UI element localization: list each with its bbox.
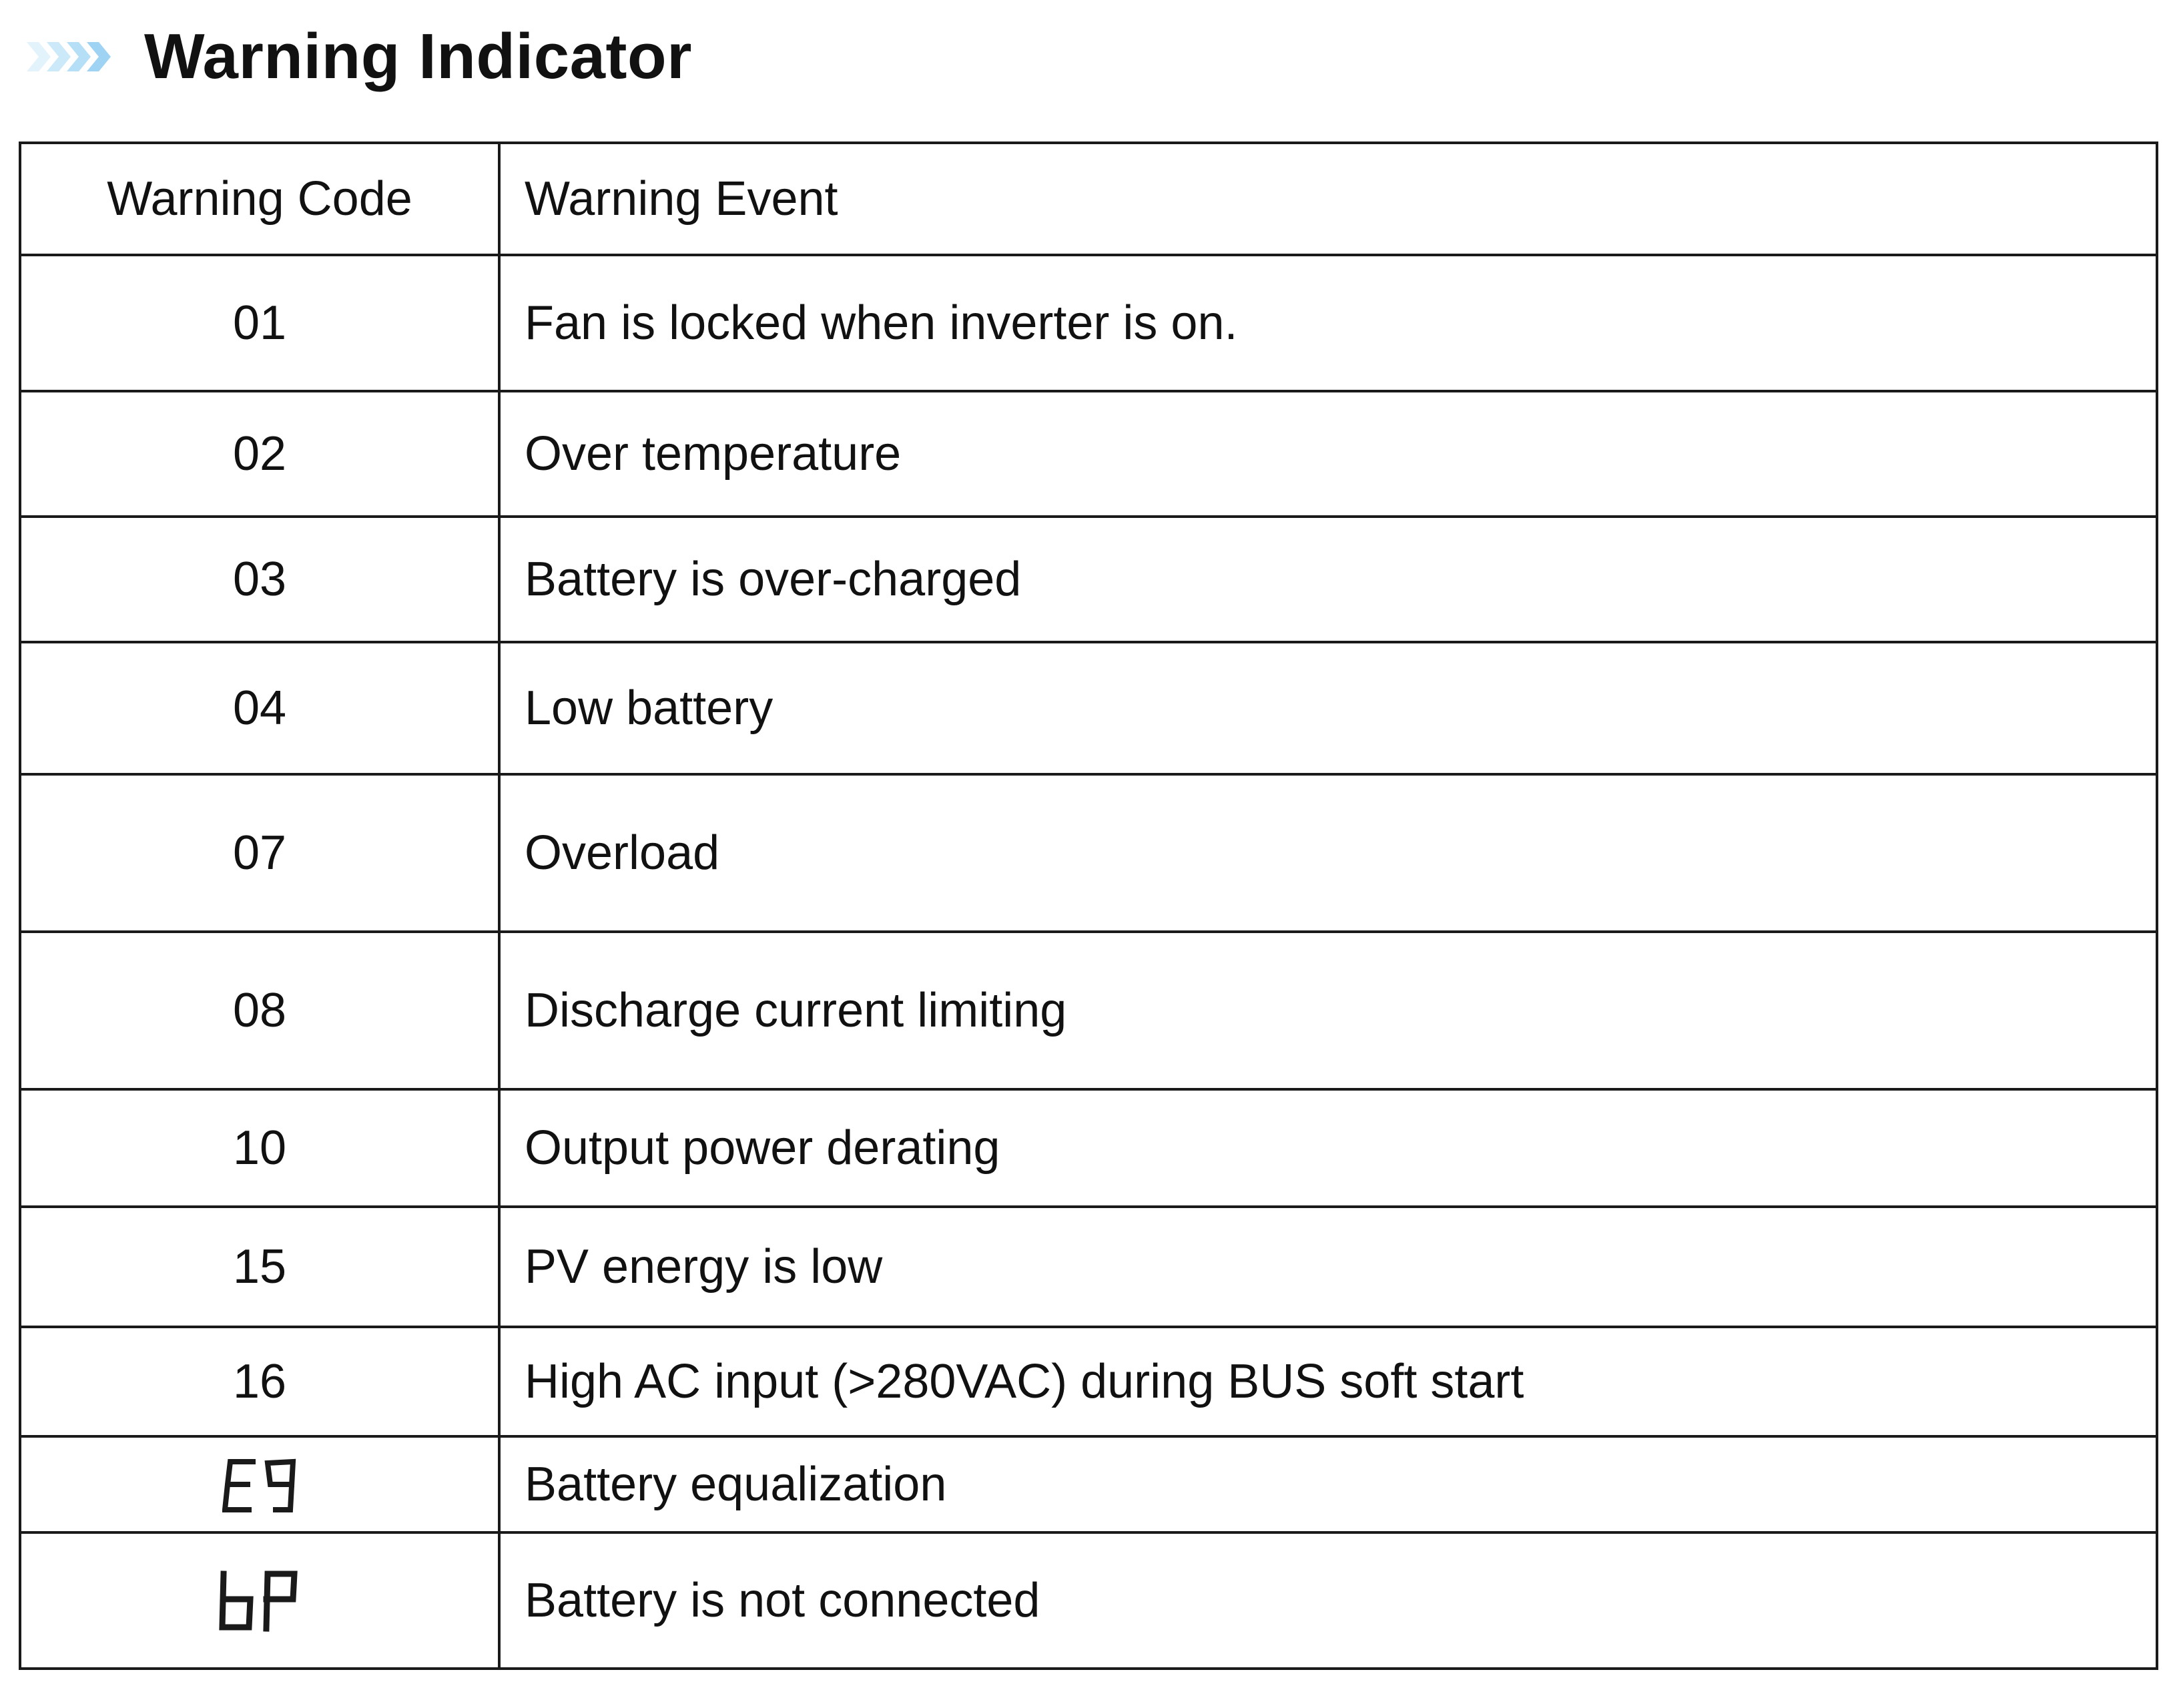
warning-event: Over temperature [499, 391, 2157, 517]
warning-event: Output power derating [499, 1089, 2157, 1207]
table-row [20, 642, 2157, 774]
table-row [20, 1436, 2157, 1532]
warning-code: 01 [20, 255, 499, 391]
lcd-bp-icon [218, 1569, 301, 1633]
column-header-event: Warning Event [499, 143, 2157, 255]
warning-event: Overload [499, 774, 2157, 932]
warning-code: 04 [20, 642, 499, 774]
warning-table [19, 141, 2158, 1670]
warning-code-lcd [20, 1436, 499, 1532]
warning-event: Battery is over-charged [499, 517, 2157, 642]
warning-event: Battery is not connected [499, 1532, 2157, 1669]
warning-event: High AC input (>280VAC) during BUS soft start [499, 1327, 2157, 1436]
table-row [20, 517, 2157, 642]
table-row [20, 1207, 2157, 1327]
warning-event: Battery equalization [499, 1436, 2157, 1532]
table-row [20, 391, 2157, 517]
warning-event: Discharge current limiting [499, 932, 2157, 1089]
table-row [20, 932, 2157, 1089]
warning-code-lcd [20, 1532, 499, 1669]
table-row [20, 774, 2157, 932]
warning-code: 02 [20, 391, 499, 517]
warning-code: 16 [20, 1327, 499, 1436]
warning-code: 15 [20, 1207, 499, 1327]
warning-code: 07 [20, 774, 499, 932]
table-row [20, 1089, 2157, 1207]
warning-code: 03 [20, 517, 499, 642]
table-header-row [20, 143, 2157, 255]
chevrons-right-icon [27, 37, 120, 77]
warning-event: PV energy is low [499, 1207, 2157, 1327]
page-title: Warning Indicator [144, 21, 692, 92]
table-row [20, 1327, 2157, 1436]
section-header [27, 20, 692, 93]
table-row [20, 255, 2157, 391]
column-header-code: Warning Code [20, 143, 499, 255]
lcd-e9-icon [222, 1458, 297, 1514]
table-row [20, 1532, 2157, 1669]
warning-event: Low battery [499, 642, 2157, 774]
warning-event: Fan is locked when inverter is on. [499, 255, 2157, 391]
warning-code: 08 [20, 932, 499, 1089]
warning-code: 10 [20, 1089, 499, 1207]
